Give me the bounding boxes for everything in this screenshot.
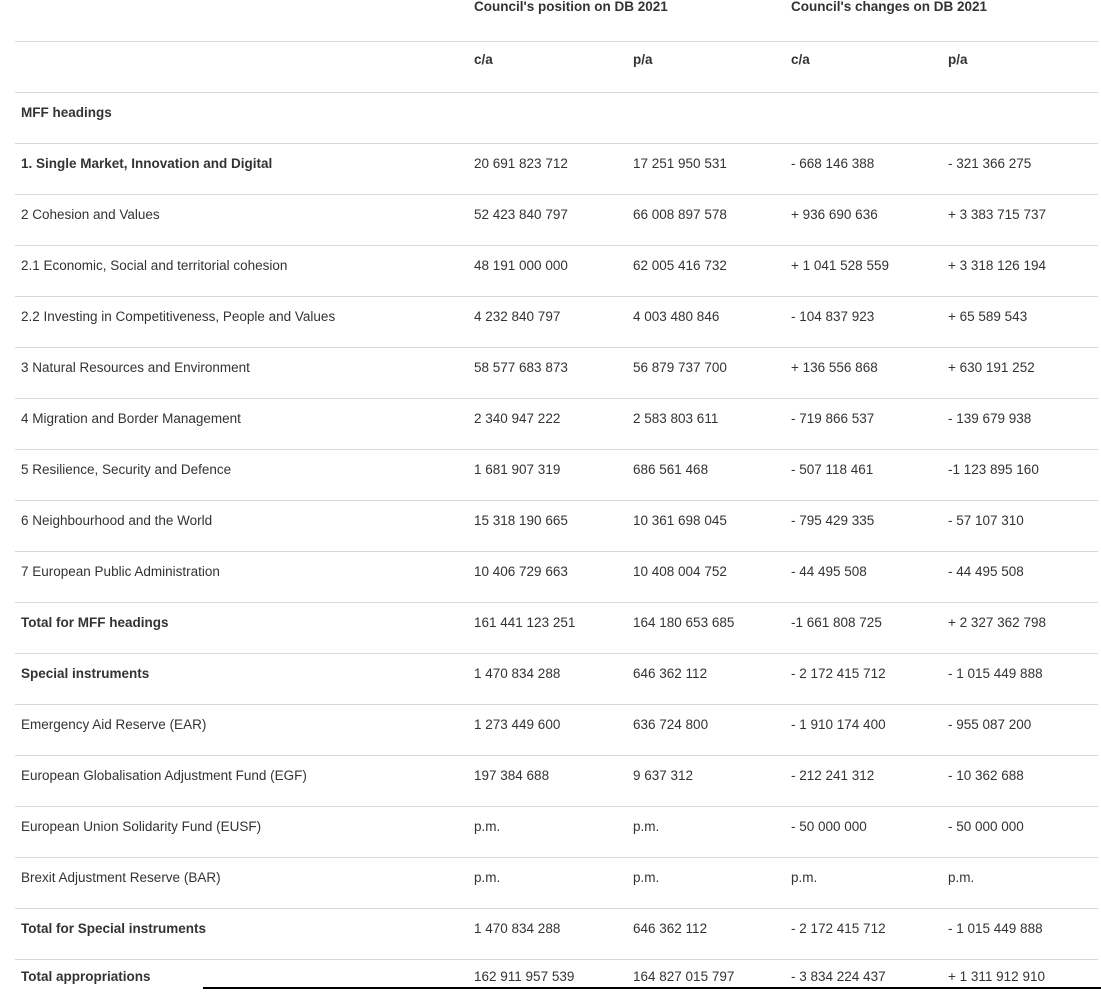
row-value: + 1 311 912 910 [948, 969, 1045, 984]
row-value: 4 232 840 797 [474, 309, 561, 324]
row-value: - 955 087 200 [948, 717, 1032, 732]
row-value: 646 362 112 [633, 921, 708, 936]
row-value: 56 879 737 700 [633, 360, 727, 375]
row-value: - 507 118 461 [791, 462, 874, 477]
table-row [15, 297, 1098, 348]
table-row [15, 195, 1098, 246]
row-label: MFF headings [21, 105, 112, 120]
table-row [15, 552, 1098, 603]
row-value: 646 362 112 [633, 666, 708, 681]
row-value: + 1 041 528 559 [791, 258, 889, 273]
row-value: - 44 495 508 [948, 564, 1024, 579]
row-label: Brexit Adjustment Reserve (BAR) [21, 870, 221, 885]
row-value: - 104 837 923 [791, 309, 875, 324]
row-value: p.m. [948, 870, 975, 885]
row-value: p.m. [633, 819, 660, 834]
row-label: 7 European Public Administration [21, 564, 220, 579]
row-value: - 795 429 335 [791, 513, 875, 528]
row-label: 2.2 Investing in Competitiveness, People and Values [21, 309, 336, 324]
row-value: 1 470 834 288 [474, 921, 561, 936]
row-value: 4 003 480 846 [633, 309, 720, 324]
row-value: 66 008 897 578 [633, 207, 727, 222]
row-value: - 50 000 000 [948, 819, 1024, 834]
row-value: 636 724 800 [633, 717, 709, 732]
row-value: 17 251 950 531 [633, 156, 727, 171]
budget-table [15, 0, 1098, 1000]
table-row [15, 348, 1098, 399]
row-value: - 2 172 415 712 [791, 921, 886, 936]
table-row [15, 756, 1098, 807]
table-row [15, 909, 1098, 960]
table-group-header-row [15, 0, 1098, 42]
subheader-changes-pa: p/a [948, 52, 968, 67]
row-value: 10 406 729 663 [474, 564, 568, 579]
table-row [15, 654, 1098, 705]
subheader-changes-ca: c/a [791, 52, 810, 67]
row-value: - 1 015 449 888 [948, 921, 1043, 936]
row-value: 161 441 123 251 [474, 615, 576, 630]
table-row [15, 960, 1098, 1000]
row-value: p.m. [474, 870, 501, 885]
row-value: + 65 589 543 [948, 309, 1028, 324]
row-value: 10 361 698 045 [633, 513, 727, 528]
row-value: + 136 556 868 [791, 360, 878, 375]
subheader-position-ca: c/a [474, 52, 493, 67]
row-value: - 50 000 000 [791, 819, 867, 834]
group-header-council-changes: Council's changes on DB 2021 [791, 0, 988, 14]
row-value: - 1 910 174 400 [791, 717, 886, 732]
row-value: 164 180 653 685 [633, 615, 735, 630]
row-value: - 10 362 688 [948, 768, 1024, 783]
row-value: 10 408 004 752 [633, 564, 727, 579]
table-row [15, 603, 1098, 654]
row-value: -1 123 895 160 [948, 462, 1039, 477]
table-row [15, 93, 1098, 144]
row-value: 48 191 000 000 [474, 258, 568, 273]
table-row [15, 807, 1098, 858]
row-value: 2 340 947 222 [474, 411, 561, 426]
row-value: 62 005 416 732 [633, 258, 727, 273]
row-value: 9 637 312 [633, 768, 694, 783]
row-value: p.m. [474, 819, 501, 834]
row-label: Total for MFF headings [21, 615, 169, 630]
row-label: 5 Resilience, Security and Defence [21, 462, 232, 477]
row-label: 4 Migration and Border Management [21, 411, 241, 426]
row-value: 162 911 957 539 [474, 969, 575, 984]
table-row [15, 858, 1098, 909]
row-label: 2 Cohesion and Values [21, 207, 160, 222]
table-row [15, 705, 1098, 756]
row-value: - 1 015 449 888 [948, 666, 1043, 681]
row-value: 1 470 834 288 [474, 666, 561, 681]
row-value: - 719 866 537 [791, 411, 875, 426]
row-value: - 44 495 508 [791, 564, 867, 579]
bottom-divider [203, 987, 1101, 989]
row-value: + 3 383 715 737 [948, 207, 1046, 222]
table-row [15, 450, 1098, 501]
table-row [15, 501, 1098, 552]
subheader-position-pa: p/a [633, 52, 653, 67]
row-label: 1. Single Market, Innovation and Digital [21, 156, 273, 171]
row-label: 2.1 Economic, Social and territorial cohesion [21, 258, 288, 273]
table-row [15, 246, 1098, 297]
row-value: + 936 690 636 [791, 207, 878, 222]
row-value: -1 661 808 725 [791, 615, 882, 630]
row-value: 52 423 840 797 [474, 207, 568, 222]
row-value: 1 273 449 600 [474, 717, 561, 732]
row-value: + 3 318 126 194 [948, 258, 1046, 273]
row-value: 20 691 823 712 [474, 156, 568, 171]
row-value: - 57 107 310 [948, 513, 1024, 528]
row-value: - 139 679 938 [948, 411, 1032, 426]
row-value: - 2 172 415 712 [791, 666, 886, 681]
row-value: p.m. [633, 870, 660, 885]
row-label: European Globalisation Adjustment Fund (EGF) [21, 768, 307, 783]
row-value: + 2 327 362 798 [948, 615, 1046, 630]
row-value: 58 577 683 873 [474, 360, 568, 375]
row-label: Total appropriations [21, 969, 151, 984]
group-header-council-position: Council's position on DB 2021 [474, 0, 668, 14]
row-value: 197 384 688 [474, 768, 550, 783]
row-label: 3 Natural Resources and Environment [21, 360, 250, 375]
row-value: p.m. [791, 870, 818, 885]
table-row [15, 399, 1098, 450]
row-value: 15 318 190 665 [474, 513, 568, 528]
row-value: - 3 834 224 437 [791, 969, 886, 984]
row-label: European Union Solidarity Fund (EUSF) [21, 819, 262, 834]
row-value: 1 681 907 319 [474, 462, 561, 477]
row-value: - 212 241 312 [791, 768, 875, 783]
row-label: Emergency Aid Reserve (EAR) [21, 717, 207, 732]
row-label: Special instruments [21, 666, 150, 681]
row-value: - 321 366 275 [948, 156, 1032, 171]
row-value: - 668 146 388 [791, 156, 875, 171]
row-value: 164 827 015 797 [633, 969, 735, 984]
row-label: 6 Neighbourhood and the World [21, 513, 213, 528]
row-value: 2 583 803 611 [633, 411, 719, 426]
table-row [15, 144, 1098, 195]
table-body [15, 93, 1098, 1000]
row-label: Total for Special instruments [21, 921, 207, 936]
row-value: + 630 191 252 [948, 360, 1035, 375]
table-subheader-row [15, 42, 1098, 93]
row-value: 686 561 468 [633, 462, 709, 477]
